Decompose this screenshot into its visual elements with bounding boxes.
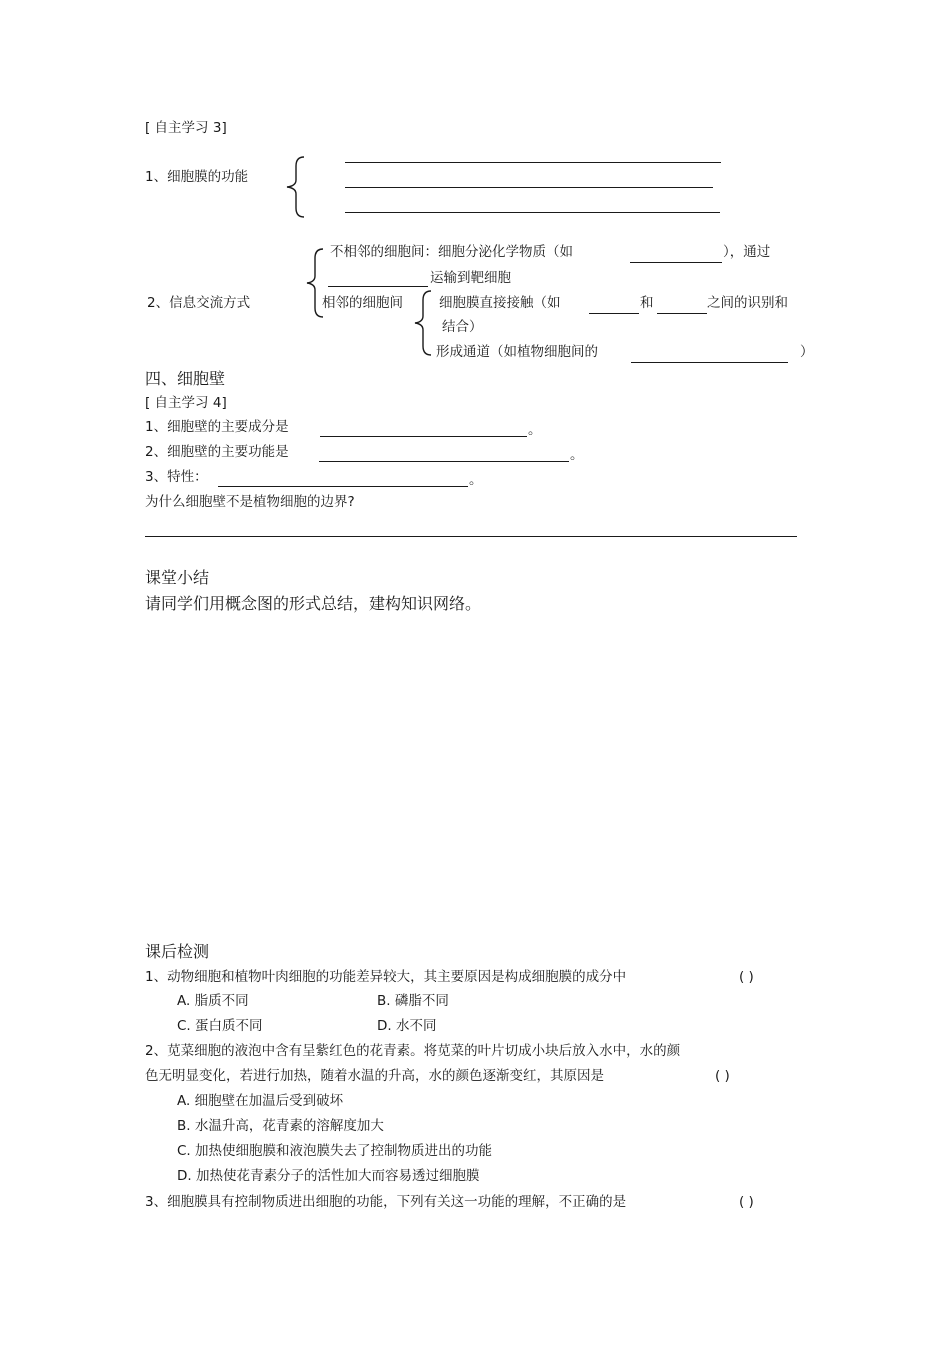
q1-answer-paren[interactable]: ( ) — [739, 969, 754, 985]
q1-stem: 1、动物细胞和植物叶肉细胞的功能差异较大，其主要原因是构成细胞膜的成分中 — [145, 969, 627, 985]
adjacent-label: 相邻的细胞间 — [322, 295, 403, 311]
contact-text-c: 结合） — [442, 319, 483, 335]
channel-blank[interactable] — [631, 362, 788, 363]
channel-text-a: 形成通道（如植物细胞间的 — [436, 344, 598, 360]
q3-answer-paren[interactable]: ( ) — [739, 1194, 754, 1210]
contact-blank-1[interactable] — [589, 313, 639, 314]
membrane-function-label: 1、细胞膜的功能 — [145, 169, 249, 185]
cell-wall-q2: 2、细胞壁的主要功能是 — [145, 444, 289, 460]
q1-option-c[interactable]: C. 蛋白质不同 — [177, 1018, 263, 1034]
q1-option-d[interactable]: D. 水不同 — [377, 1018, 437, 1034]
nonadjacent-text-c: 运输到靶细胞 — [430, 270, 511, 286]
q2-stem-line1: 2、苋菜细胞的液泡中含有呈紫红色的花青素。将苋菜的叶片切成小块后放入水中，水的颜 — [145, 1043, 681, 1059]
transport-medium-blank[interactable] — [328, 286, 428, 287]
adjacent-brace — [413, 290, 435, 356]
cell-wall-function-blank[interactable] — [319, 461, 569, 462]
cell-wall-heading: 四、细胞壁 — [145, 369, 226, 388]
q2-option-d[interactable]: D. 加热使花青素分子的活性加大而容易透过细胞膜 — [177, 1168, 480, 1184]
nonadjacent-text-b: ），通过 — [723, 244, 771, 260]
q2-option-b[interactable]: B. 水温升高，花青素的溶解度加大 — [177, 1118, 384, 1134]
cell-wall-question: 为什么细胞壁不是植物细胞的边界? — [145, 494, 355, 510]
cell-wall-q3: 3、特性： — [145, 469, 208, 485]
membrane-function-brace — [284, 156, 308, 218]
q2-option-c[interactable]: C. 加热使细胞膜和液泡膜失去了控制物质进出的功能 — [177, 1143, 493, 1159]
q2-option-a[interactable]: A. 细胞壁在加温后受到破坏 — [177, 1093, 344, 1109]
contact-text-b: 之间的识别和 — [707, 295, 788, 311]
cell-wall-answer-line[interactable] — [145, 536, 797, 537]
cell-wall-q1: 1、细胞壁的主要成分是 — [145, 419, 289, 435]
info-exchange-label: 2、信息交流方式 — [147, 295, 251, 311]
contact-text-a: 细胞膜直接接触（如 — [439, 295, 561, 311]
contact-blank-2[interactable] — [657, 313, 707, 314]
self-study-3-tag: [ 自主学习 3] — [145, 120, 227, 136]
summary-instruction: 请同学们用概念图的形式总结，建构知识网络。 — [145, 594, 482, 613]
contact-text-and: 和 — [640, 295, 654, 311]
q2-stem-line2: 色无明显变化，若进行加热，随着水温的升高，水的颜色逐渐变红，其原因是 — [145, 1068, 604, 1084]
cell-wall-q2-period: 。 — [570, 447, 584, 463]
cell-wall-property-blank[interactable] — [218, 486, 468, 487]
cell-wall-q3-period: 。 — [469, 472, 483, 488]
membrane-function-blank-1[interactable] — [345, 162, 721, 163]
chemical-substance-blank[interactable] — [630, 262, 722, 263]
membrane-function-blank-3[interactable] — [345, 212, 720, 213]
q1-option-b[interactable]: B. 磷脂不同 — [377, 993, 449, 1009]
q3-stem: 3、细胞膜具有控制物质进出细胞的功能，下列有关这一功能的理解，不正确的是 — [145, 1194, 627, 1210]
q1-option-a[interactable]: A. 脂质不同 — [177, 993, 249, 1009]
summary-heading: 课堂小结 — [145, 568, 210, 587]
cell-wall-q1-period: 。 — [528, 422, 542, 438]
self-study-4-tag: [ 自主学习 4] — [145, 395, 227, 411]
post-test-heading: 课后检测 — [145, 942, 210, 961]
q2-answer-paren[interactable]: ( ) — [715, 1068, 730, 1084]
membrane-function-blank-2[interactable] — [345, 187, 713, 188]
cell-wall-composition-blank[interactable] — [320, 436, 527, 437]
channel-text-b: ） — [800, 344, 814, 360]
nonadjacent-text-a: 不相邻的细胞间：细胞分泌化学物质（如 — [330, 244, 573, 260]
